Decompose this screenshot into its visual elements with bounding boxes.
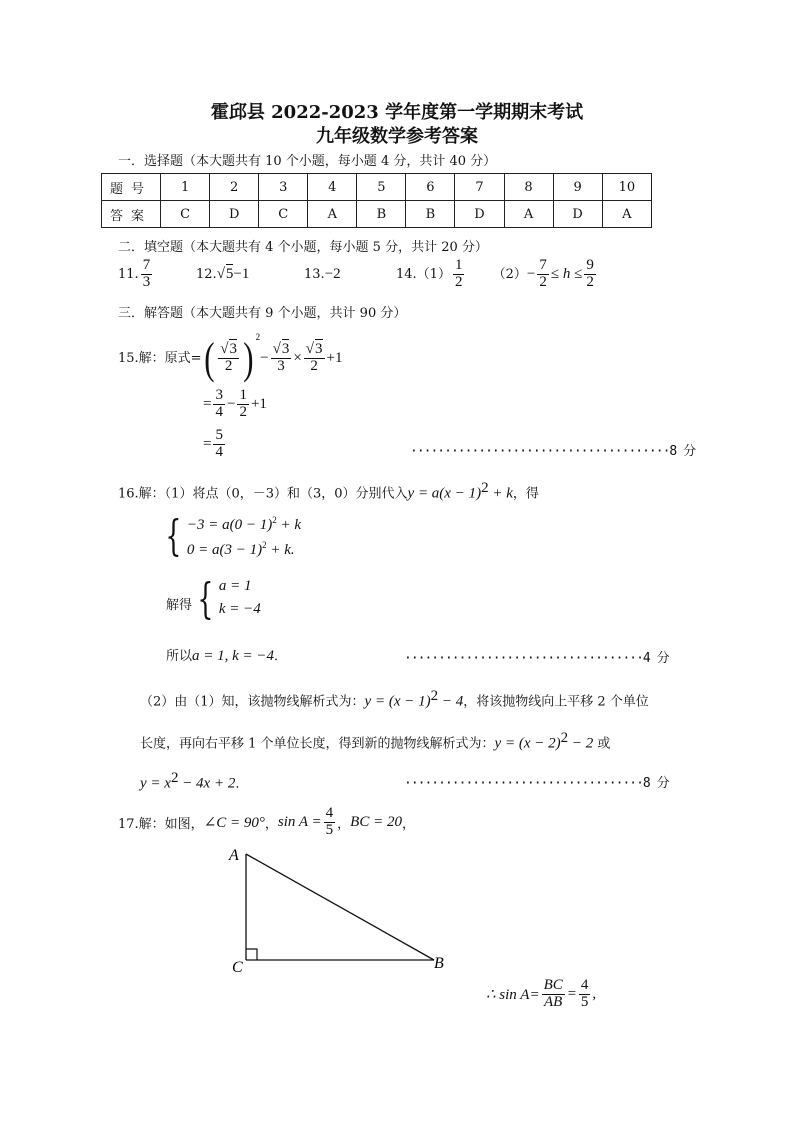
q16-result: 所以a = 1, k = −4．	[166, 648, 288, 664]
q16-part2-line2: 长度，再向右平移 1 个单位长度，得到新的抛物线解析式为：$y = (x - 2)^2 - 2$ 或	[140, 730, 611, 752]
table-cell: 5	[357, 174, 406, 201]
fraction: $\frac{7}{3}$	[142, 257, 151, 290]
table-cell: 7	[455, 174, 504, 201]
table-cell: D	[553, 201, 602, 228]
page-subtitle: 九年级数学参考答案	[316, 126, 478, 147]
q15-line3: = $\frac{5}{4}$	[203, 427, 223, 460]
right-triangle-figure	[220, 840, 460, 980]
q15-line1: 15.解：原式=( $\frac{√3}{2}$ ) $^2$− $\frac{√3}{3}$ × $\frac{√3}{2}$ +1	[118, 332, 343, 383]
side-ab	[246, 854, 434, 960]
q13-answer: 13.−2	[304, 266, 341, 282]
table-cell: D	[210, 201, 259, 228]
table-cell: C	[161, 201, 210, 228]
table-cell: A	[602, 201, 651, 228]
q16-solution: 解得 { a = 1 k = −4	[166, 574, 261, 623]
row-label: 题号	[102, 174, 161, 201]
q15-score: ······································8 分	[410, 444, 696, 459]
table-cell: A	[308, 201, 357, 228]
q17-sin-formula: ∴ sin A= $\frac{BC}{AB}$ = $\frac{4}{5}$ ,	[486, 977, 597, 1010]
q16-part2-line1: （2）由（1）知，该抛物线解析式为：$y = (x - 1)^2 - 4$，将该抛物线向上平移 2 个单位	[140, 688, 649, 710]
q16-score1: ···································4 分	[404, 651, 669, 666]
table-cell: 8	[504, 174, 553, 201]
q17-intro: 17.解：如图，∠C = 90°，sin A = $\frac{4}{5}$ ，BC = 20，	[118, 805, 415, 838]
point-c-label: C	[232, 959, 243, 976]
section2-heading: 二．填空题（本大题共有 4 个小题，每小题 5 分，共计 20 分）	[118, 240, 488, 255]
table-cell: A	[504, 201, 553, 228]
point-a-label: A	[229, 847, 239, 864]
q11-answer: 11. $\frac{7}{3}$	[118, 257, 151, 290]
answer-table	[101, 173, 652, 228]
section3-heading: 三．解答题（本大题共有 9 个小题，共计 90 分）	[118, 306, 407, 321]
section1-heading: 一．选择题（本大题共有 10 个小题，每小题 4 分，共计 40 分）	[118, 154, 497, 169]
table-cell: 4	[308, 174, 357, 201]
table-cell: 9	[553, 174, 602, 201]
q12-answer: 12.√5−1	[196, 266, 250, 282]
point-b-label: B	[434, 955, 444, 972]
q16-system: { $-3 = a(0 - 1)^2 + k$ $0 = a(3 - 1)^2 + k$.	[165, 511, 302, 560]
table-cell: C	[259, 201, 308, 228]
q16-score2: ···································8 分	[404, 776, 669, 791]
table-cell: 10	[602, 174, 651, 201]
table-row-answers	[102, 201, 652, 228]
table-row-numbers	[102, 174, 652, 201]
table-cell: 3	[259, 174, 308, 201]
table-cell: B	[357, 201, 406, 228]
table-cell: 2	[210, 174, 259, 201]
table-cell: 1	[161, 174, 210, 201]
right-angle-mark	[246, 949, 257, 960]
q16-part2-line3: $y = x^2 - 4x + 2$．	[140, 770, 249, 792]
q14-answer: 14.（1） $\frac{1}{2}$ （2）− $\frac{7}{2}$ ≤ h ≤ $\frac{9}{2}$	[396, 257, 594, 290]
row-label: 答案	[102, 201, 161, 228]
table-cell: 6	[406, 174, 455, 201]
q16-intro: 16.解：（1）将点（0，－3）和（3，0）分别代入$y = a(x - 1)^2 + k$，得	[118, 480, 539, 502]
q15-line2: = $\frac{3}{4}$ − $\frac{1}{2}$ +1	[203, 387, 267, 420]
page-title: 霍邱县 2022-2023 学年度第一学期期末考试	[210, 102, 584, 123]
table-cell: B	[406, 201, 455, 228]
table-cell: D	[455, 201, 504, 228]
